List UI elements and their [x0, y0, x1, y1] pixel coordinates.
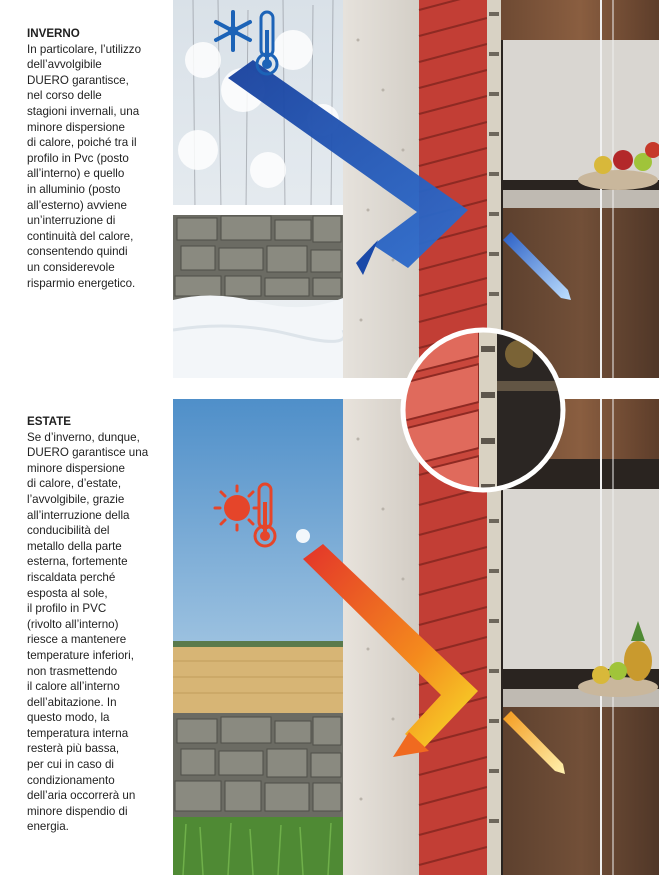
summer-heading: ESTATE — [27, 415, 72, 428]
winter-description — [27, 26, 162, 291]
summer-description — [27, 414, 162, 835]
winter-heading: INVERNO — [27, 27, 80, 40]
winter-illustration — [173, 0, 659, 378]
winter-body-text: In particolare, l’utilizzo dell’avvolgibile DUERO garantisce, nel corso delle stagioni invernali, una minore dispersione di calore, poiché tra il profilo in Pvc (posto all’interno) e quello in alluminio (posto all’esterno) avviene un’interruzione di continuità del calore, consentendo quindi un considerevole risparmio energetico. — [27, 42, 142, 290]
summer-body-text: Se d’inverno, dunque, DUERO garantisce una minore dispersione di calore, d’estate, l’avvolgibile, grazie all’interruzione della conducibilità del metallo della parte esterna, fortemente riscaldata perché esposta al sole, il profilo in PVC (rivolto all’interno) riesce a mantenere temperature inferiori, non trasmettendo il calore all’interno dell’abitazione. In questo modo, la temperatura interna resterà più bassa, per cui in caso di condizionamento dell’aria occorrerà un minore dispendio di energia. — [27, 430, 149, 834]
shutter-detail-magnifier — [399, 326, 567, 494]
